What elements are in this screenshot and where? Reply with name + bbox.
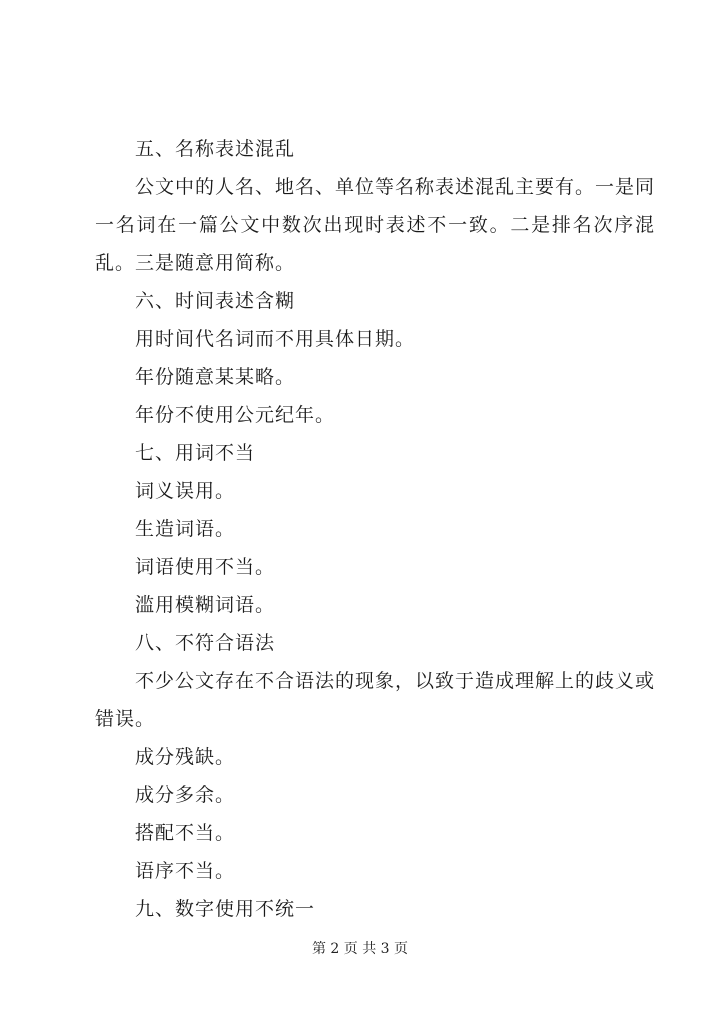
section-heading: 五、名称表述混乱 bbox=[135, 138, 296, 160]
list-item: 滥用模糊词语。 bbox=[135, 594, 276, 616]
section-heading: 八、不符合语法 bbox=[135, 632, 276, 654]
list-item: 词义误用。 bbox=[135, 480, 236, 502]
list-item: 用时间代名词而不用具体日期。 bbox=[135, 328, 416, 350]
list-item: 语序不当。 bbox=[135, 860, 236, 882]
list-item: 年份随意某某略。 bbox=[135, 366, 296, 388]
list-item: 生造词语。 bbox=[135, 518, 236, 540]
list-item: 词语使用不当。 bbox=[135, 556, 276, 578]
section-heading: 六、时间表述含糊 bbox=[135, 290, 296, 312]
list-item: 成分残缺。 bbox=[135, 746, 236, 768]
list-item: 成分多余。 bbox=[135, 784, 236, 806]
list-item: 年份不使用公元纪年。 bbox=[135, 404, 336, 426]
paragraph: 不少公文存在不合语法的现象，以致于造成理解上的歧义或错误。 bbox=[95, 670, 656, 730]
section-heading: 七、用词不当 bbox=[135, 442, 256, 464]
document-body bbox=[95, 130, 655, 928]
list-item: 搭配不当。 bbox=[135, 822, 236, 844]
paragraph: 公文中的人名、地名、单位等名称表述混乱主要有。一是同一名词在一篇公文中数次出现时表述不一致。二是排名次序混乱。三是随意用简称。 bbox=[95, 176, 656, 274]
page-number-footer: 第 2 页 共 3 页 bbox=[311, 941, 409, 957]
section-heading: 九、数字使用不统一 bbox=[135, 898, 316, 920]
